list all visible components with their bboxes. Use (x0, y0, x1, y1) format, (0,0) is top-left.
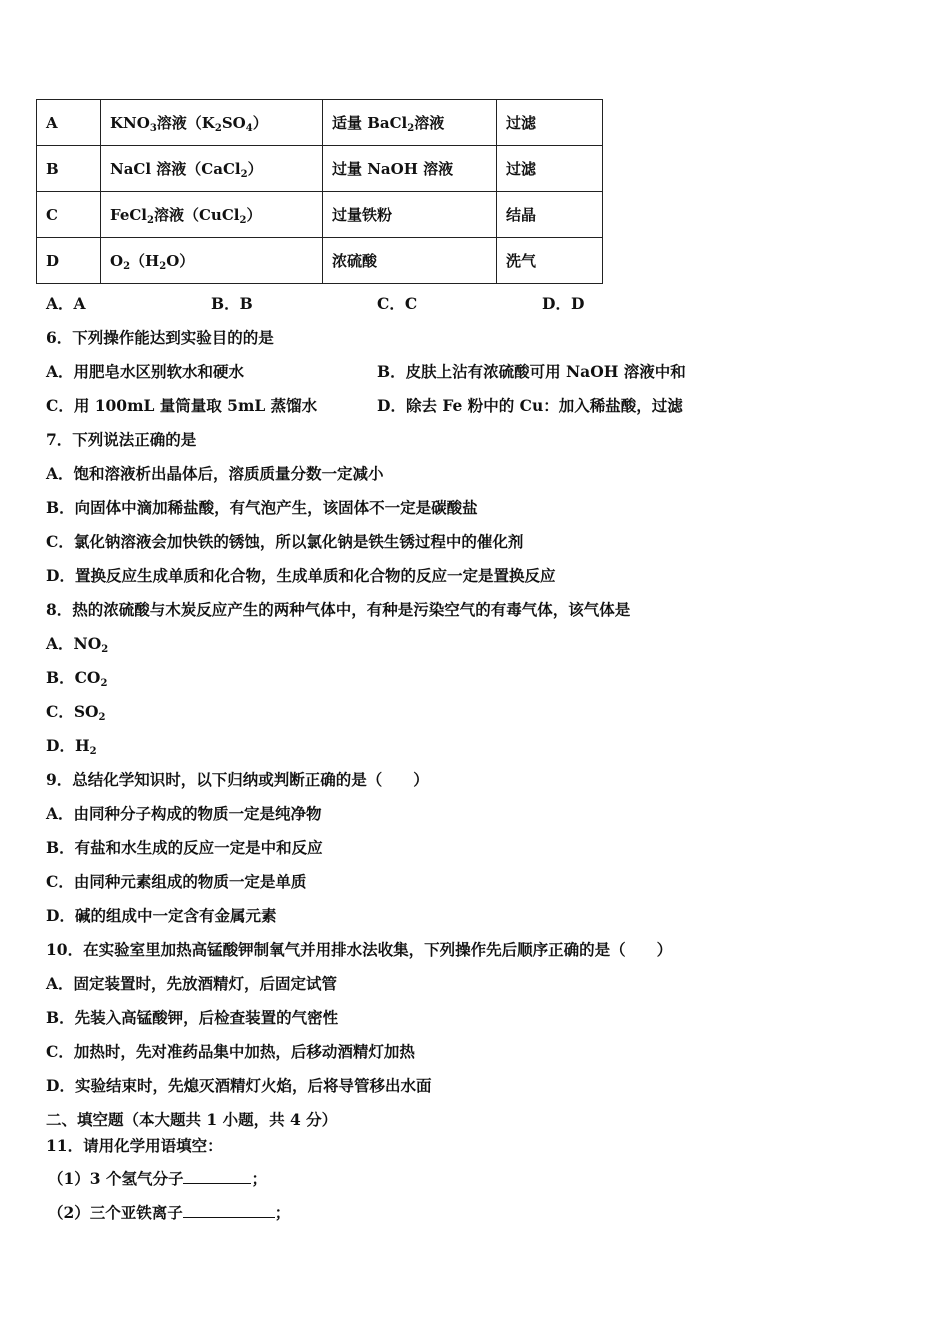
options-table (36, 99, 603, 284)
table-row (37, 238, 603, 284)
q7-stem: 7．下列说法正确的是 (46, 430, 197, 449)
option-d: D．碱的组成中一定含有金属元素 (46, 906, 277, 925)
reagent-cell: 过量 NaOH 溶液 (323, 146, 497, 192)
q5-options (46, 294, 746, 314)
substance-cell: NaCl 溶液（CaCl$_2$） (101, 146, 323, 192)
option-a: A．由同种分子构成的物质一定是纯净物 (46, 804, 322, 823)
q8-stem: 8．热的浓硫酸与木炭反应产生的两种气体中，有种是污染空气的有毒气体，该气体是 (46, 600, 631, 619)
option-a: A．A (46, 294, 86, 313)
q11-part1: （1）3 个氢气分子 ； (48, 1169, 267, 1188)
option-c: C．C (377, 294, 418, 313)
row-label: D (37, 238, 101, 284)
table-row (37, 146, 603, 192)
option-a: A．$NO_2$ (46, 634, 109, 655)
section-heading: 二、填空题（本大题共 1 小题，共 4 分） (46, 1110, 338, 1129)
option-a: A．饱和溶液析出晶体后，溶质质量分数一定减小 (46, 464, 384, 483)
method-cell: 洗气 (497, 238, 603, 284)
option-d: D．D (542, 294, 585, 313)
q10-stem: 10．在实验室里加热高锰酸钾制氧气并用排水法收集，下列操作先后顺序正确的是（ ） (46, 940, 673, 959)
q6-options-row1 (46, 362, 746, 382)
row-label: C (37, 192, 101, 238)
option-d: D．置换反应生成单质和化合物，生成单质和化合物的反应一定是置换反应 (46, 566, 556, 585)
answer-blank[interactable] (183, 1169, 251, 1184)
q9-stem: 9．总结化学知识时，以下归纳或判断正确的是（ ） (46, 770, 429, 789)
answer-blank[interactable] (183, 1203, 275, 1218)
option-a: A．固定装置时，先放酒精灯，后固定试管 (46, 974, 338, 993)
option-c: C．氯化钠溶液会加快铁的锈蚀，所以氯化钠是铁生锈过程中的催化剂 (46, 532, 524, 551)
row-label: B (37, 146, 101, 192)
reagent-cell: 过量铁粉 (323, 192, 497, 238)
q11-stem: 11．请用化学用语填空： (46, 1136, 223, 1155)
reagent-cell: 适量 BaCl$_2$溶液 (323, 100, 497, 146)
method-cell: 过滤 (497, 146, 603, 192)
method-cell: 过滤 (497, 100, 603, 146)
option-b: B．$CO_2$ (46, 668, 108, 689)
option-b: B．先装入高锰酸钾，后检查装置的气密性 (46, 1008, 339, 1027)
option-b: B．向固体中滴加稀盐酸，有气泡产生，该固体不一定是碳酸盐 (46, 498, 478, 517)
substance-cell: $O_2(H_2O)$ (101, 238, 323, 284)
option-c: C．由同种元素组成的物质一定是单质 (46, 872, 307, 891)
reagent-cell: 浓硫酸 (323, 238, 497, 284)
table-row (37, 192, 603, 238)
option-d: D．$H_2$ (46, 736, 97, 757)
option-d: D．实验结束时，先熄灭酒精灯火焰，后将导管移出水面 (46, 1076, 432, 1095)
q6-stem: 6．下列操作能达到实验目的的是 (46, 328, 274, 347)
q6-options-row2 (46, 396, 746, 416)
option-b: B．有盐和水生成的反应一定是中和反应 (46, 838, 323, 857)
table-row (37, 100, 603, 146)
substance-cell: $KNO_3$溶液$(K_2SO_4)$ (101, 100, 323, 146)
option-d: D．除去 Fe 粉中的 Cu：加入稀盐酸，过滤 (377, 396, 683, 415)
option-b: B．B (211, 294, 253, 313)
method-cell: 结晶 (497, 192, 603, 238)
option-c: C．用 100mL 量筒量取 5mL 蒸馏水 (46, 396, 318, 415)
substance-cell: FeCl$_2$溶液（CuCl$_2$） (101, 192, 323, 238)
option-a: A．用肥皂水区别软水和硬水 (46, 362, 245, 381)
row-label: A (37, 100, 101, 146)
option-c: C．$SO_2$ (46, 702, 106, 723)
option-c: C．加热时，先对准药品集中加热，后移动酒精灯加热 (46, 1042, 415, 1061)
option-b: B．皮肤上沾有浓硫酸可用 NaOH 溶液中和 (377, 362, 686, 381)
q11-part2: （2）三个亚铁离子 ； (48, 1203, 291, 1222)
